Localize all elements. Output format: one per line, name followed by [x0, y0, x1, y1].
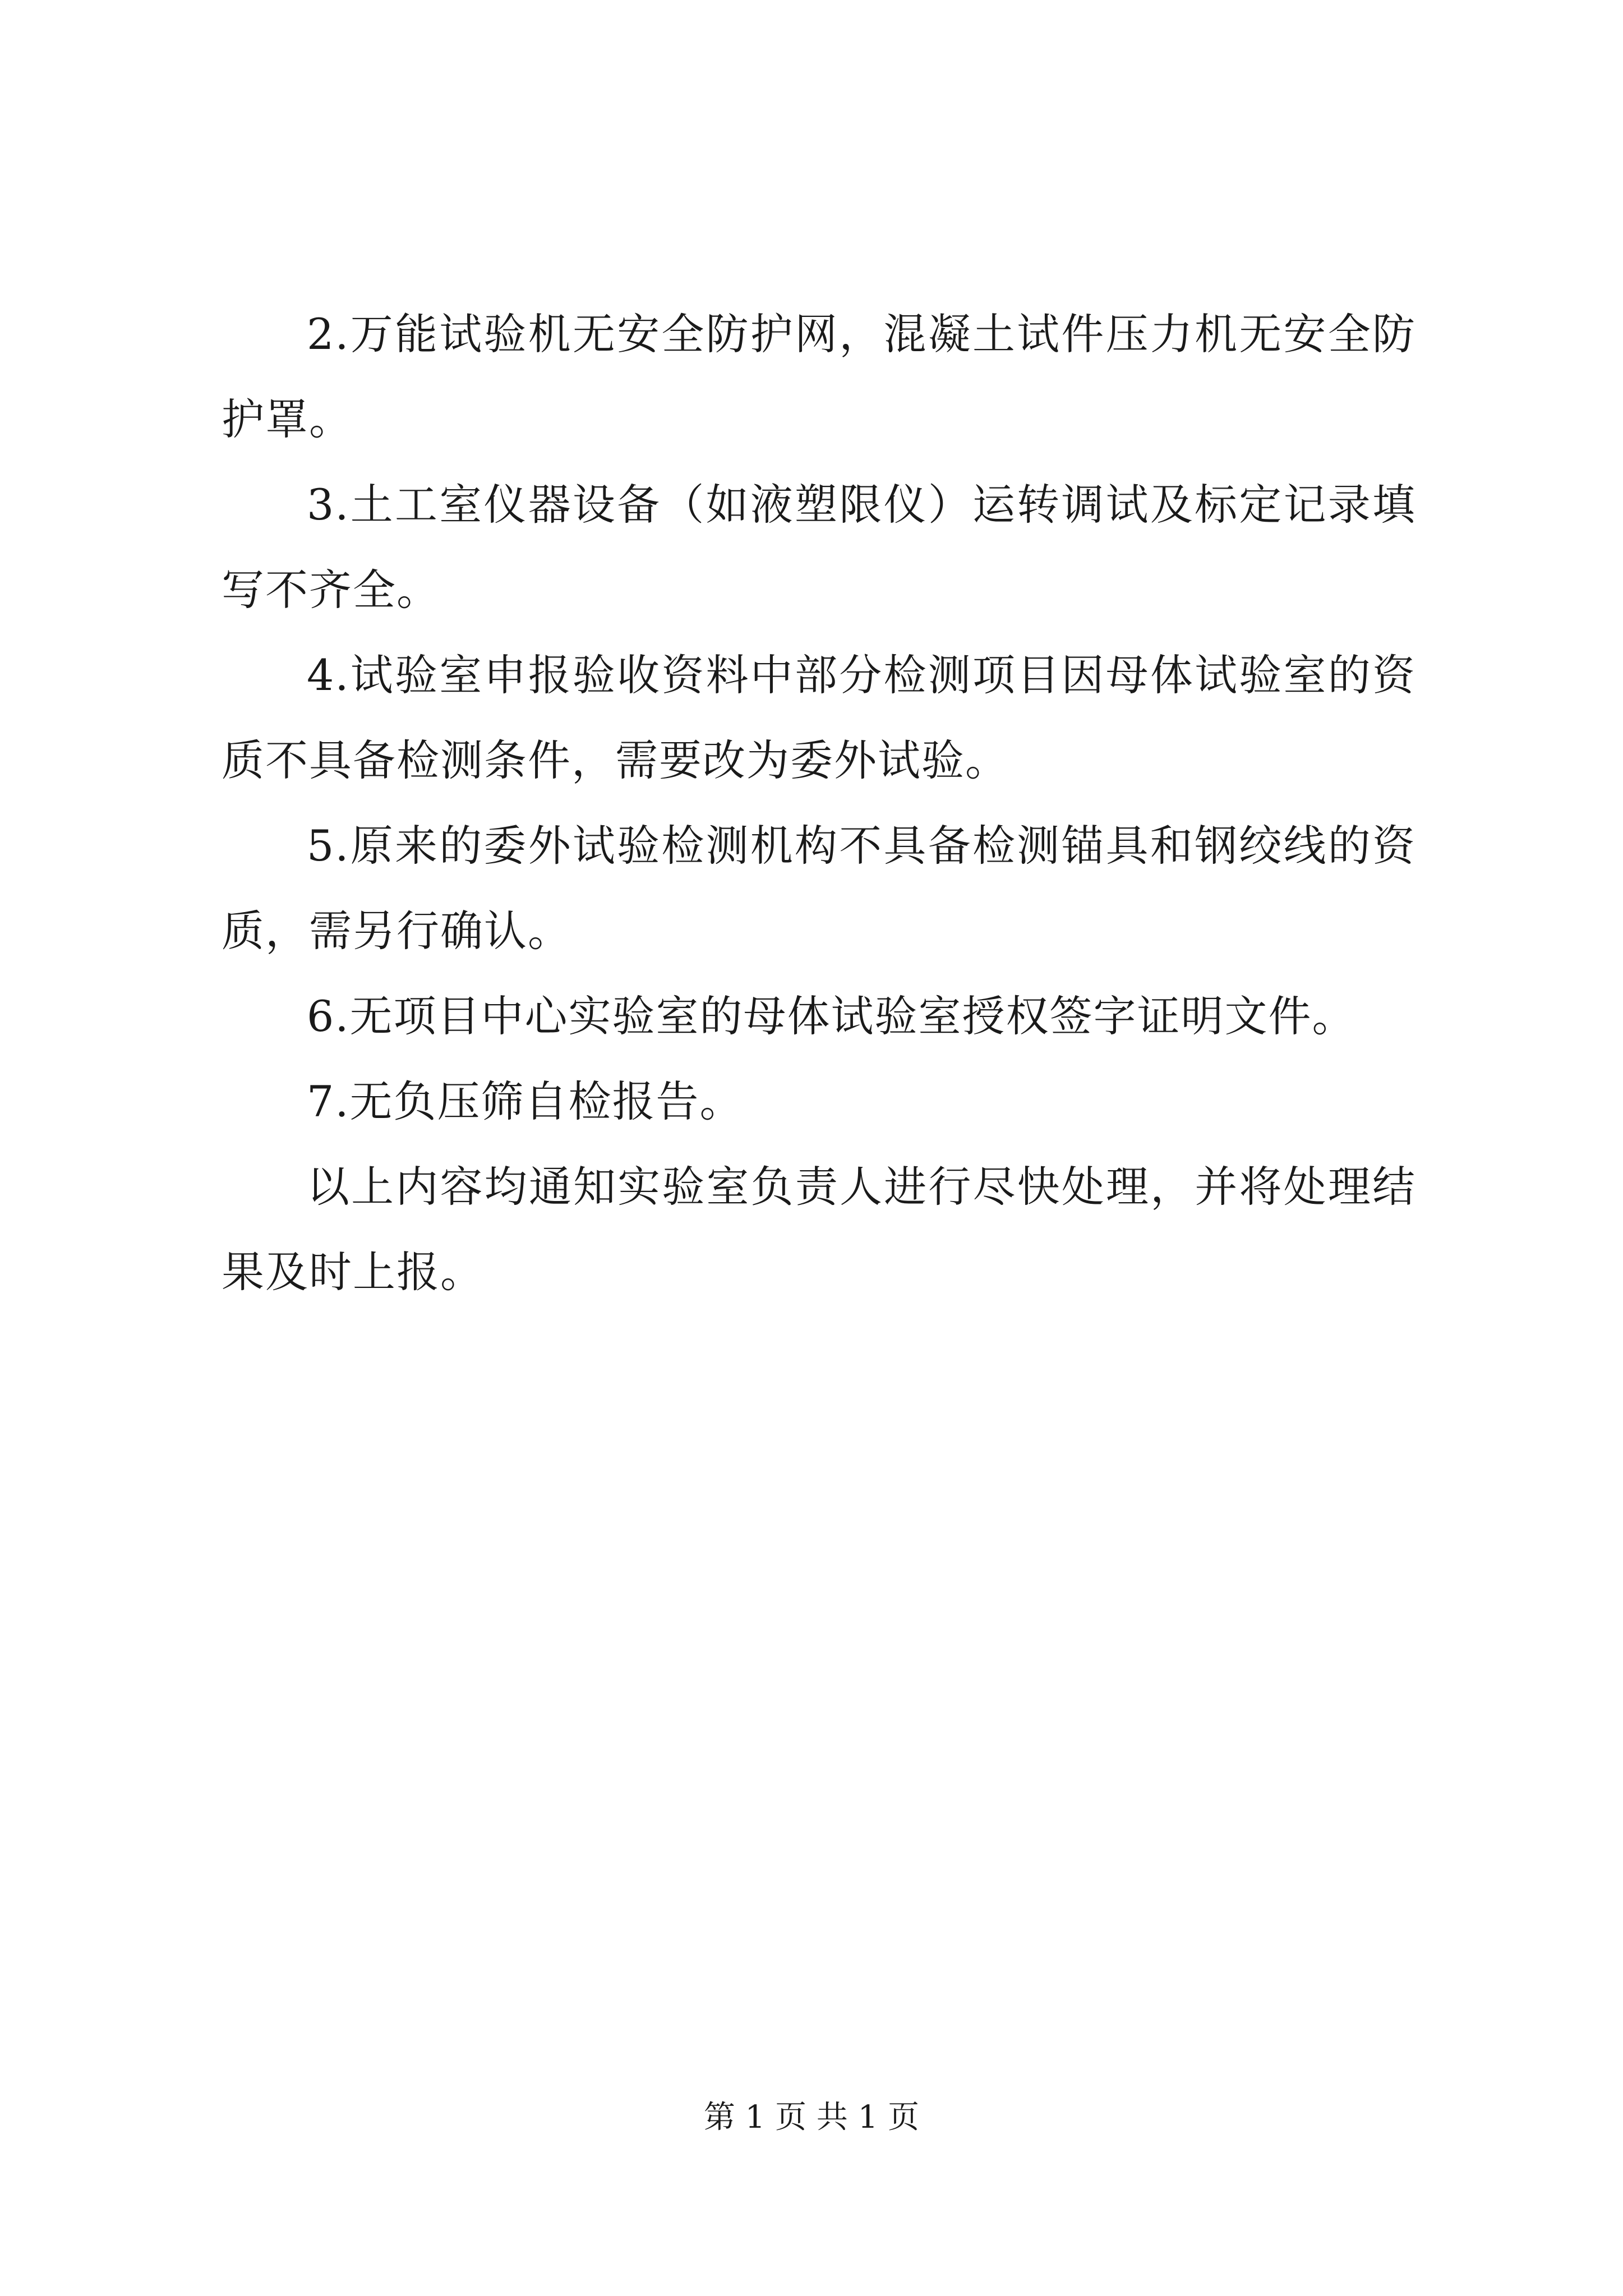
paragraph-item-7: 7.无负压筛自检报告。	[307, 1076, 744, 1126]
paragraph-item-4: 4.试验室申报验收资料中部分检测项目因母体试验室的资质不具备检测条件，需要改为委外试验。	[222, 650, 1416, 785]
paragraph-item-6: 6.无项目中心实验室的母体试验室授权签字证明文件。	[307, 991, 1356, 1041]
paragraph-item-3: 3.土工室仪器设备（如液塑限仪）运转调试及标定记录填写不齐全。	[222, 480, 1416, 615]
document-body	[222, 292, 1416, 1315]
paragraph-item-2: 2.万能试验机无安全防护网，混凝土试件压力机无安全防护罩。	[222, 309, 1416, 444]
page-number-footer: 第 1 页 共 1 页	[703, 2099, 920, 2136]
closing-paragraph: 以上内容均通知实验室负责人进行尽快处理，并将处理结果及时上报。	[222, 1162, 1416, 1297]
paragraph-item-5: 5.原来的委外试验检测机构不具备检测锚具和钢绞线的资质，需另行确认。	[222, 821, 1416, 956]
